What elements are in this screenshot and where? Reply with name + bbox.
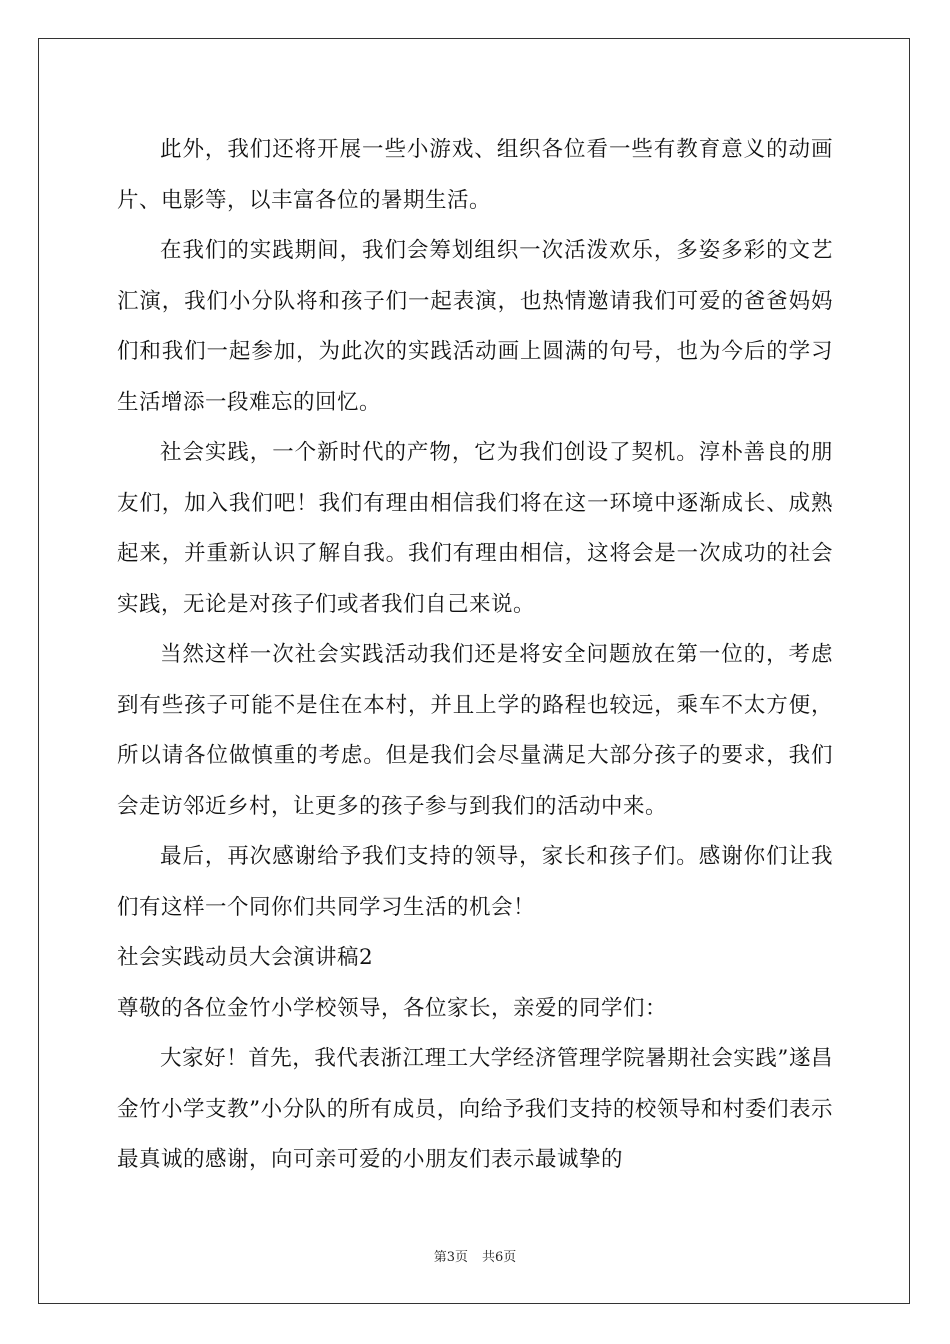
paragraph-5: 最后，再次感谢给予我们支持的领导，家长和孩子们。感谢你们让我们有这样一个同你们共同学习生活的机会！ bbox=[117, 844, 833, 920]
page-number: 第3页 bbox=[433, 1250, 468, 1265]
paragraph-2: 在我们的实践期间，我们会筹划组织一次活泼欢乐，多姿多彩的文艺汇演，我们小分队将和孩子们一起表演，也热情邀请我们可爱的爸爸妈妈们和我们一起参加，为此次的实践活动画上圆满的句号，也为今后的学习生活增添一段难忘的回忆。 bbox=[117, 238, 833, 415]
section-title: 社会实践动员大会演讲稿2 bbox=[117, 945, 374, 970]
page-total: 共6页 bbox=[482, 1250, 517, 1265]
opening-paragraph: 大家好！首先，我代表浙江理工大学经济管理学院暑期社会实践”遂昌金竹小学支教”小分队的所有成员，向给予我们支持的校领导和村委们表示最真诚的感谢，向可亲可爱的小朋友们表示最诚挚的 bbox=[117, 1046, 833, 1172]
salutation: 尊敬的各位金竹小学校领导，各位家长，亲爱的同学们： bbox=[117, 995, 668, 1021]
page-footer bbox=[0, 1246, 950, 1265]
paragraph-3: 社会实践，一个新时代的产物，它为我们创设了契机。淳朴善良的朋友们，加入我们吧！我们有理由相信我们将在这一环境中逐渐成长、成熟起来，并重新认识了解自我。我们有理由相信，这将会是一次成功的社会实践，无论是对孩子们或者我们自己来说。 bbox=[117, 440, 833, 617]
paragraph-1: 此外，我们还将开展一些小游戏、组织各位看一些有教育意义的动画片、电影等，以丰富各位的暑期生活。 bbox=[117, 137, 833, 213]
document-body bbox=[117, 125, 833, 1186]
paragraph-4: 当然这样一次社会实践活动我们还是将安全问题放在第一位的，考虑到有些孩子可能不是住在本村，并且上学的路程也较远，乘车不太方便，所以请各位做慎重的考虑。但是我们会尽量满足大部分孩子的要求，我们会走访邻近乡村，让更多的孩子参与到我们的活动中来。 bbox=[117, 642, 833, 819]
